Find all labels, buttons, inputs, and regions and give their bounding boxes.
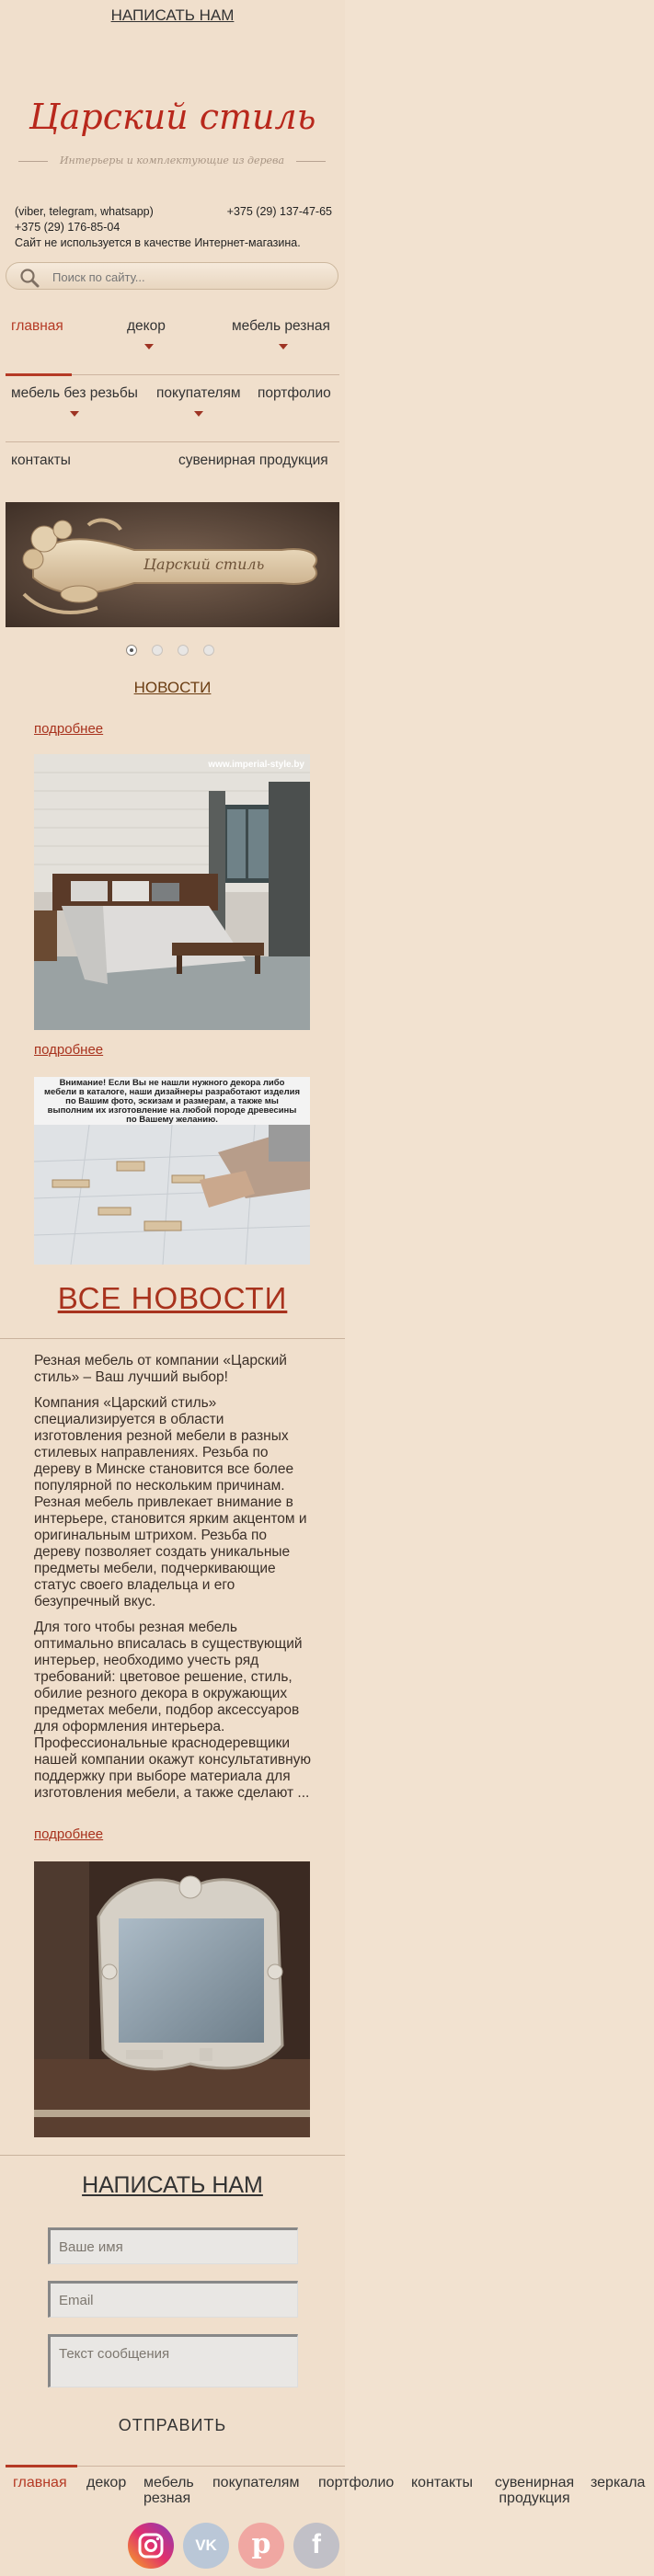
footer-nav-carved[interactable]: мебель резная bbox=[143, 2475, 194, 2506]
nav-souvenirs[interactable]: сувенирная продукция bbox=[178, 452, 328, 468]
all-news-link[interactable]: ВСЕ НОВОСТИ bbox=[57, 1281, 288, 1315]
phone-1[interactable]: +375 (29) 137-47-65 bbox=[226, 205, 332, 218]
pinterest-letter: p bbox=[251, 2528, 271, 2560]
instagram-glyph bbox=[128, 2523, 174, 2569]
nav-decor[interactable]: декор bbox=[127, 318, 166, 334]
footer-nav-portfolio[interactable]: портфолио bbox=[318, 2475, 395, 2490]
nav-divider-2 bbox=[6, 441, 339, 442]
footer-nav-mirrors[interactable]: зеркала bbox=[591, 2475, 646, 2490]
news-divider bbox=[0, 1338, 345, 1339]
contacts-block bbox=[15, 204, 332, 251]
vk-letters: VK bbox=[195, 2536, 217, 2554]
news-more-link-2[interactable]: подробнее bbox=[34, 1042, 104, 1058]
shop-notice: Сайт не используется в качестве Интернет-магазина. bbox=[15, 236, 301, 249]
pinterest-icon[interactable] bbox=[238, 2523, 284, 2569]
slider-dot-1[interactable] bbox=[126, 645, 137, 656]
search-input[interactable] bbox=[51, 266, 330, 288]
slider-dot-2[interactable] bbox=[152, 645, 163, 656]
form-title-link[interactable]: НАПИСАТЬ НАМ bbox=[82, 2172, 263, 2198]
promo-text: Внимание! Если Вы не нашли нужного декора либо мебели в каталоге, наши дизайнеры разработают изделия по Вашим фото, эскизам и размерам, а также мы выполним их изготовление на любой породе древесины по Вашему желанию. bbox=[44, 1078, 300, 1125]
footer-nav-active-indicator bbox=[6, 2465, 77, 2467]
vk-icon[interactable] bbox=[183, 2523, 229, 2569]
bedroom-photo bbox=[34, 754, 310, 1030]
news-more-link-1[interactable]: подробнее bbox=[34, 721, 104, 737]
nav-active-indicator bbox=[6, 373, 72, 376]
news-design-image[interactable] bbox=[34, 1077, 310, 1265]
facebook-icon[interactable] bbox=[293, 2523, 339, 2569]
footer-nav-contacts[interactable]: контакты bbox=[411, 2475, 473, 2490]
name-field[interactable] bbox=[48, 2227, 298, 2264]
slider-dot-3[interactable] bbox=[178, 645, 189, 656]
news-heading-link[interactable]: НОВОСТИ bbox=[133, 679, 212, 696]
nav-portfolio[interactable]: портфолио bbox=[258, 385, 331, 401]
banner-caption: Царский стиль bbox=[143, 555, 265, 573]
design-sketch-photo bbox=[34, 1125, 310, 1265]
message-field-placeholder: Текст сообщения bbox=[59, 2346, 170, 2362]
mirror-photo bbox=[34, 1861, 310, 2137]
nav-divider-1 bbox=[72, 374, 339, 375]
messengers-label: (viber, telegram, whatsapp) bbox=[15, 205, 154, 218]
submit-button[interactable]: ОТПРАВИТЬ bbox=[118, 2416, 227, 2434]
nav-carved-chevron-down-icon[interactable] bbox=[279, 344, 288, 349]
logo-title: Царский стиль bbox=[29, 97, 316, 137]
search-box[interactable] bbox=[6, 262, 338, 290]
nav-decor-chevron-down-icon[interactable] bbox=[144, 344, 154, 349]
site-logo[interactable] bbox=[0, 97, 345, 179]
image-watermark: www.imperial-style.by bbox=[208, 760, 304, 770]
email-field-placeholder: Email bbox=[59, 2293, 94, 2308]
nav-carved-furniture[interactable]: мебель резная bbox=[232, 318, 330, 334]
nav-customers-chevron-down-icon[interactable] bbox=[194, 411, 203, 417]
article-divider bbox=[0, 2155, 345, 2156]
logo-subtitle: Интерьеры и комплектующие из дерева bbox=[59, 155, 285, 166]
footer-nav-decor[interactable]: декор bbox=[86, 2475, 127, 2490]
nav-plain-chevron-down-icon[interactable] bbox=[70, 411, 79, 417]
logo-line-left bbox=[18, 161, 48, 162]
nav-home[interactable]: главная bbox=[11, 318, 63, 334]
article-more-link[interactable]: подробнее bbox=[34, 1826, 104, 1842]
hero-banner[interactable] bbox=[6, 502, 339, 627]
message-field[interactable] bbox=[48, 2334, 298, 2387]
article-paragraph-1: Компания «Царский стиль» специализируется в области изготовления резной мебели в разных стилевых направлениях. Резьба по дереву в Минске становится все более популярной по нескольким причинам. Резная мебель привлекает внимание в интерьере, становится ярким акцентом и оригинальным штрихом. Резьба по дереву позволяет создать уникальные предметы мебели, подчеркивающие статус своего владельца и его безупречный вкус. bbox=[34, 1395, 307, 1609]
news-bedroom-image[interactable] bbox=[34, 754, 310, 1030]
phone-2[interactable]: +375 (29) 176-85-04 bbox=[15, 221, 120, 234]
name-field-placeholder: Ваше имя bbox=[59, 2239, 123, 2255]
footer-nav-souvenirs[interactable]: сувенирная продукция bbox=[494, 2475, 575, 2506]
nav-contacts[interactable]: контакты bbox=[11, 452, 71, 468]
write-us-link[interactable]: НАПИСАТЬ НАМ bbox=[110, 6, 235, 24]
email-field[interactable] bbox=[48, 2281, 298, 2318]
nav-plain-furniture[interactable]: мебель без резьбы bbox=[11, 385, 138, 401]
slider-dot-4[interactable] bbox=[203, 645, 214, 656]
nav-customers[interactable]: покупателям bbox=[156, 385, 241, 401]
facebook-letter: f bbox=[312, 2529, 321, 2559]
instagram-icon[interactable] bbox=[128, 2523, 174, 2569]
article-heading: Резная мебель от компании «Царский стиль» – Ваш лучший выбор! bbox=[34, 1353, 287, 1385]
article-mirror-image[interactable] bbox=[34, 1861, 310, 2137]
footer-nav-home[interactable]: главная bbox=[13, 2475, 67, 2490]
search-icon bbox=[19, 268, 40, 288]
article-paragraph-2: Для того чтобы резная мебель оптимально вписалась в существующий интерьер, необходимо учесть ряд требований: цветовое решение, стиль, обилие резного декора в окружающих предметах мебели, подбор аксессуаров для оформления интерьера. Профессиональные краснодеревщики нашей компании окажут консультативную поддержку при выборе материала для изготовления мебели, а также сделают ... bbox=[34, 1620, 312, 1801]
footer-nav-divider bbox=[77, 2466, 345, 2467]
logo-line-right bbox=[296, 161, 326, 162]
footer-nav-customers[interactable]: покупателям bbox=[212, 2475, 300, 2490]
